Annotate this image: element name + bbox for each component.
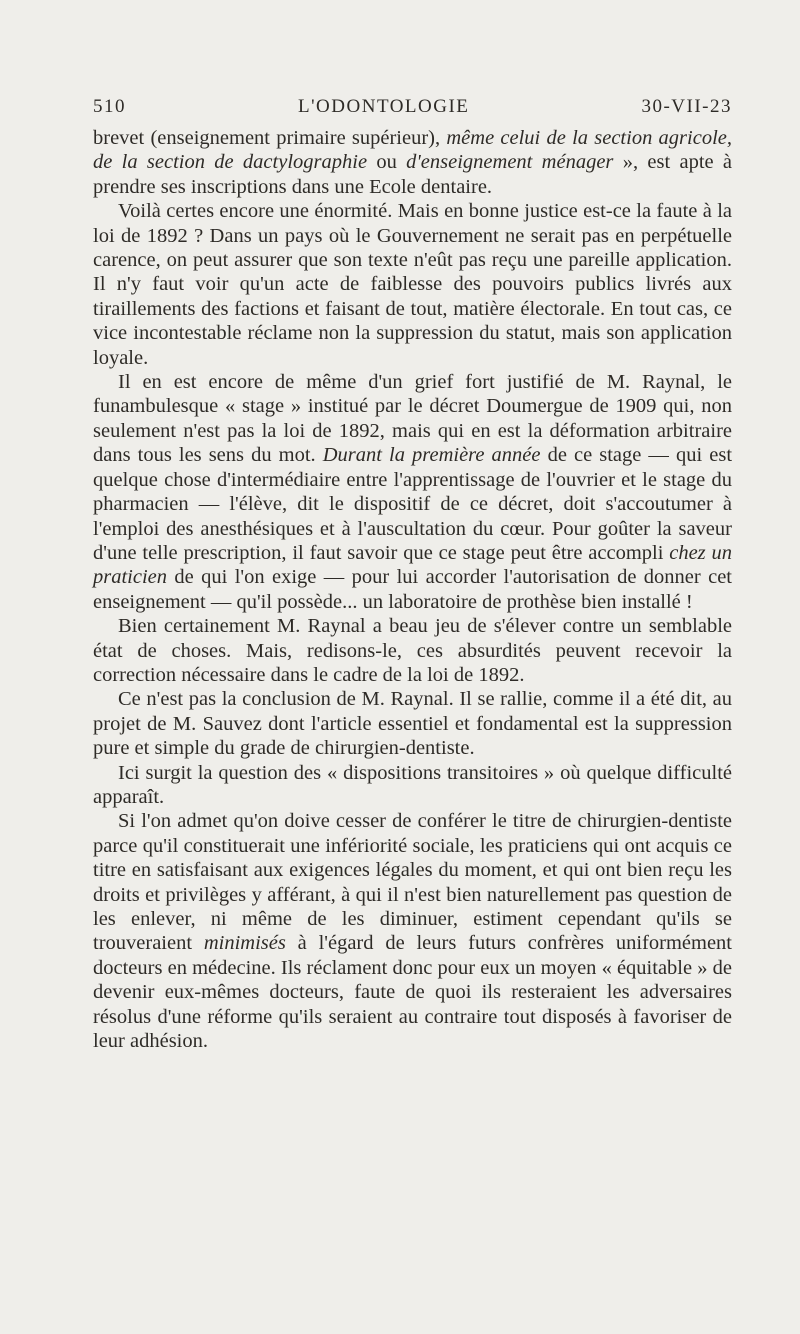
text-run: à l'égard de leurs futurs confrères uniformément docteurs en médecine. Ils réclament donc pour eux un moyen « équitable » de devenir eux-mêmes docteurs, faute de quoi ils resteraient les adversaires résolus d'une réforme qu'ils seraient au contraire tout disposés à favoriser de leur adhésion. bbox=[93, 932, 732, 1053]
text-run: brevet (enseignement primaire supérieur), bbox=[93, 127, 447, 149]
paragraph bbox=[93, 614, 732, 687]
text-run: Ce n'est pas la conclusion de M. Raynal. Il se rallie, comme il a été dit, au projet de M. Sauvez dont l'article essentiel et fondamental est la suppression pure et simple du grade de chirurgien-dentiste. bbox=[93, 688, 732, 760]
text-run: ou bbox=[367, 151, 407, 174]
page-number: 510 bbox=[93, 96, 126, 117]
paragraph bbox=[93, 761, 732, 810]
text-run: Ici surgit la question des « dispositions transitoires » où quelque difficulté apparaît. bbox=[93, 761, 732, 808]
italic-text: minimisés bbox=[203, 932, 286, 955]
text-run: Bien certainement M. Raynal a beau jeu de s'élever contre un semblable état de choses. Mais, redisons-le, ces absurdités peuvent recevoir la correction nécessaire dans le cadre de la loi de 1892. bbox=[93, 615, 732, 686]
italic-text: chez un praticien bbox=[93, 541, 732, 589]
text-run: Si l'on admet qu'on doive cesser de conférer le titre de chirurgien-dentiste parce qu'il constituerait une infériorité sociale, les praticiens qui ont acquis ce titre en satisfaisant aux exigences légales du moment, et qui ont bien reçu les droits et privilèges y afférant, à qui il n'est bien naturellement pas question de les enlever, ni même de les diminuer, estiment cependant qu'ils se trouveraient bbox=[93, 810, 732, 955]
journal-title: L'ODONTOLOGIE bbox=[298, 96, 470, 117]
text-run: de qui l'on exige — pour lui accorder l'autorisation de donner cet enseignement — qu'il possède... un laboratoire de prothèse bien installé ! bbox=[93, 566, 732, 613]
body-text bbox=[93, 126, 732, 1053]
italic-text: Durant la première année bbox=[322, 444, 541, 467]
paragraph bbox=[93, 370, 732, 614]
text-run: », est apte à prendre ses inscriptions dans une Ecole dentaire. bbox=[93, 151, 733, 198]
running-header bbox=[93, 96, 732, 118]
paragraph bbox=[93, 126, 732, 199]
text-run: Voilà certes encore une énormité. Mais en bonne justice est-ce la faute à la loi de 1892 ? Dans un pays où le Gouvernement ne serait pas en perpétuelle carence, on peut assurer que son texte n'eût pas reçu une pareille application. Il n'y faut voir qu'un acte de faiblesse des pouvoirs publics livrés aux tiraillements des factions et faisant de tout, matière électorale. En tout cas, ce vice incontestable réclame non la suppression du statut, mais son application loyale. bbox=[93, 200, 732, 369]
issue-date: 30-VII-23 bbox=[641, 96, 732, 117]
italic-text: même celui de la section agricole, de la section de dactylographie bbox=[93, 127, 733, 174]
text-run: Il en est encore de même d'un grief fort justifié de M. Raynal, le funambulesque « stage » institué par le décret Doumergue de 1909 qui, non seulement n'est pas la loi de 1892, mais qui en est la déformation arbitraire dans tous les sens du mot. bbox=[93, 371, 732, 467]
text-run: de ce stage — qui est quelque chose d'intermédiaire entre l'apprentissage de l'ouvrier et le stage du pharmacien — l'élève, dit le dispositif de ce décret, doit s'accoutumer à l'emploi des anesthésiques et à l'auscultation du cœur. Pour goûter la saveur d'une telle prescription, il faut savoir que ce stage peut être accompli bbox=[93, 444, 733, 564]
paragraph bbox=[93, 809, 732, 1053]
paragraph bbox=[93, 199, 732, 370]
italic-text: d'enseignement ménager bbox=[406, 151, 614, 174]
paragraph bbox=[93, 687, 732, 760]
